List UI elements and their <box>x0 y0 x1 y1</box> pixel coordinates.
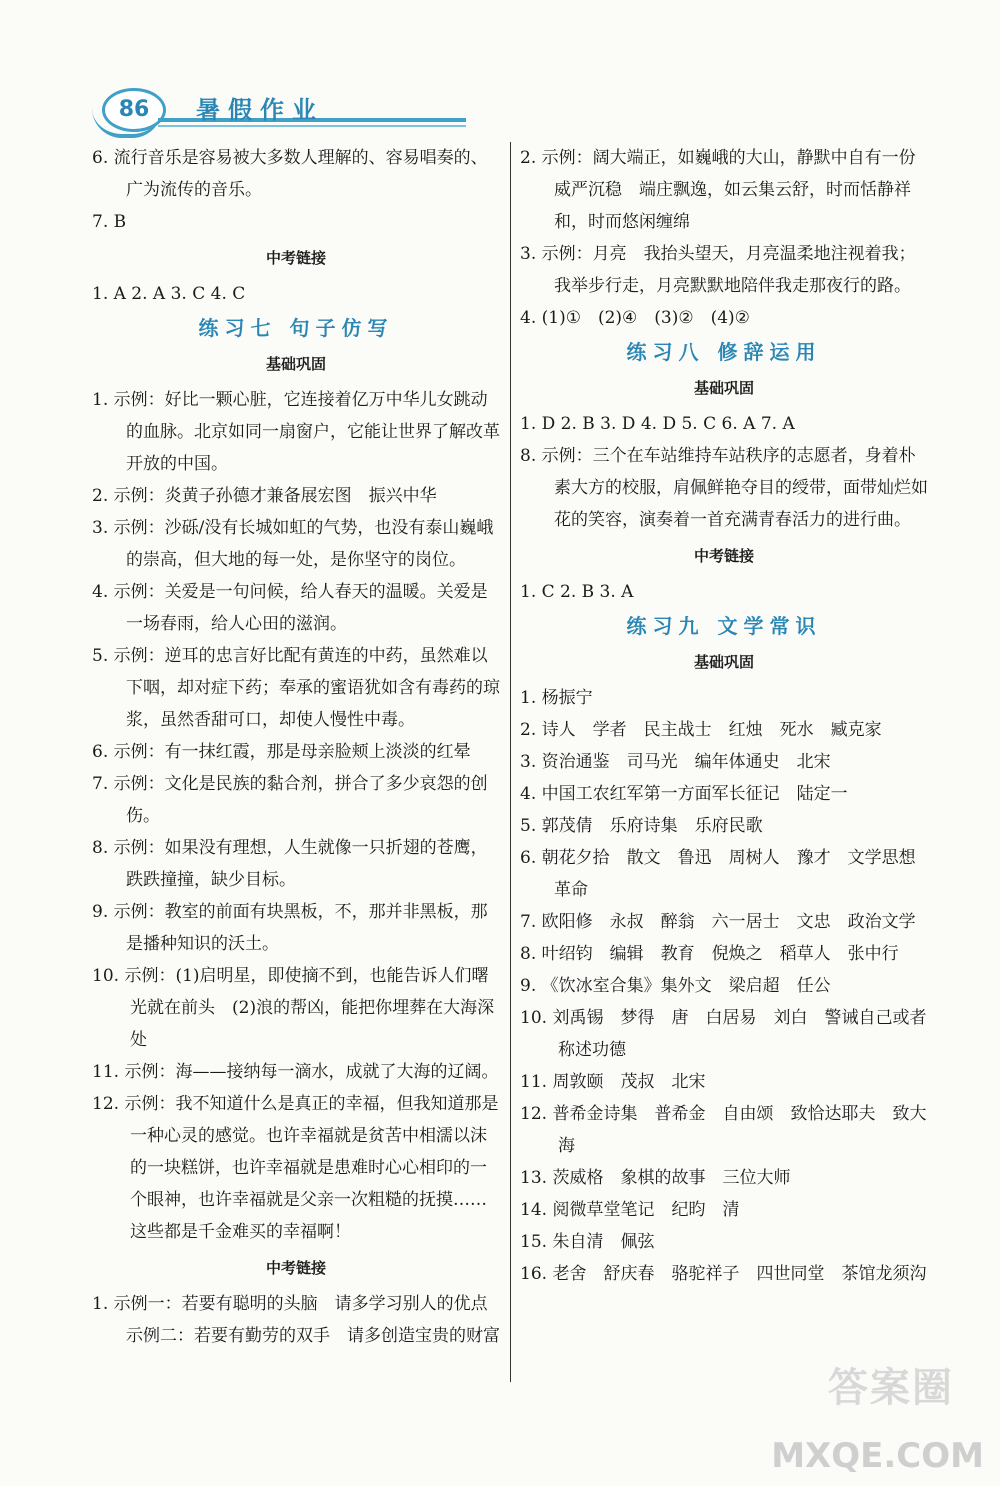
answer-item: 7. 示例：文化是民族的黏合剂，拼合了多少哀怨的创伤。 <box>92 774 488 826</box>
answer-item: 10. 刘禹锡 梦得 唐 白居易 刘白 警诫自己或者称述功德 <box>520 1008 927 1060</box>
answer-item: 9. 示例：教室的前面有块黑板，不，那并非黑板，那是播种知识的沃土。 <box>92 902 488 954</box>
answer-item: 2. 示例：阔大端正，如巍峨的大山，静默中自有一份威严沉稳 端庄飘逸，如云集云舒，时而恬静祥和，时而悠闲缠绵 <box>520 148 916 232</box>
column-divider <box>510 142 511 1382</box>
answer-item: 14. 阅微草堂笔记 纪昀 清 <box>520 1200 740 1220</box>
watermark <box>771 1356 984 1476</box>
book-title: 暑假作业 <box>196 96 324 124</box>
answer-item: 6. 示例：有一抹红霞，那是母亲脸颊上淡淡的红晕 <box>92 742 471 762</box>
answer-item: 3. 示例：月亮 我抬头望天，月亮温柔地注视着我；我举步行走，月亮默默地陪伴我走那夜行的路。 <box>520 244 916 296</box>
watermark-logo: 答案圈 <box>828 1365 954 1411</box>
answer-item: 16. 老舍 舒庆春 骆驼祥子 四世同堂 茶馆龙须沟 <box>520 1264 927 1284</box>
answer-item: 4. 示例：关爱是一句问候，给人春天的温暖。关爱是一场春雨，给人心田的滋润。 <box>92 582 488 634</box>
answer-item: 7. 欧阳修 永叔 醉翁 六一居士 文忠 政治文学 <box>520 912 916 932</box>
answer-item: 5. 郭茂倩 乐府诗集 乐府民歌 <box>520 816 763 836</box>
watermark-url: MXQE.COM <box>771 1436 984 1476</box>
answer-item: 9. 《饮冰室合集》集外文 梁启超 任公 <box>520 976 831 996</box>
subsection-heading: 中考链接 <box>265 249 326 267</box>
answer-item: 1. 杨振宁 <box>520 688 593 708</box>
left-column <box>92 142 505 1352</box>
header-line-decoration-thin <box>158 125 466 127</box>
answer-item: 1. D 2. B 3. D 4. D 5. C 6. A 7. A <box>520 414 795 434</box>
answer-item: 11. 周敦颐 茂叔 北宋 <box>520 1072 706 1092</box>
answer-item: 4. (1)① (2)④ (3)② (4)② <box>520 308 750 328</box>
section-title: 练习八 修辞运用 <box>626 340 822 364</box>
answer-item: 2. 诗人 学者 民主战士 红烛 死水 臧克家 <box>520 720 882 740</box>
subsection-heading: 基础巩固 <box>265 355 326 373</box>
answer-item: 6. 流行音乐是容易被大多数人理解的、容易唱奏的、广为流传的音乐。 <box>92 148 488 200</box>
subsection-heading: 基础巩固 <box>693 379 754 397</box>
answer-item: 8. 示例：如果没有理想，人生就像一只折翅的苍鹰，跌跌撞撞，缺少目标。 <box>92 838 488 890</box>
answer-item: 10. 示例：(1)启明星，即使摘不到，也能告诉人们曙光就在前头 (2)浪的帮凶，能把你埋葬在大海深处 <box>92 966 495 1050</box>
answer-item: 8. 示例：三个在车站维持车站秩序的志愿者，身着朴素大方的校服，肩佩鲜艳夺目的绶带，面带灿烂如花的笑容，演奏着一首充满青春活力的进行曲。 <box>520 446 928 530</box>
answer-item: 1. A 2. A 3. C 4. C <box>92 284 246 304</box>
subsection-heading: 中考链接 <box>265 1259 326 1277</box>
answer-item: 3. 资治通鉴 司马光 编年体通史 北宋 <box>520 752 831 772</box>
answer-item: 2. 示例：炎黄子孙德才兼备展宏图 振兴中华 <box>92 486 437 506</box>
right-column <box>520 142 933 1290</box>
answer-item: 6. 朝花夕拾 散文 鲁迅 周树人 豫才 文学思想 革命 <box>520 848 933 900</box>
answer-item: 11. 示例：海——接纳每一滴水，成就了大海的辽阔。 <box>92 1062 499 1082</box>
answer-item: 7. B <box>92 212 127 232</box>
section-title: 练习九 文学常识 <box>626 614 822 638</box>
answer-item: 12. 普希金诗集 普希金 自由颂 致恰达耶夫 致大海 <box>520 1104 927 1156</box>
answer-item: 4. 中国工农红军第一方面军长征记 陆定一 <box>520 784 848 804</box>
answer-item: 1. 示例：好比一颗心脏，它连接着亿万中华儿女跳动的血脉。北京如同一扇窗户，它能让世界了解改革开放的中国。 <box>92 390 500 474</box>
subsection-heading: 中考链接 <box>693 547 754 565</box>
answer-item: 13. 茨威格 象棋的故事 三位大师 <box>520 1168 791 1188</box>
answer-item: 3. 示例：沙砾/没有长城如虹的气势，也没有泰山巍峨的崇高，但大地的每一处，是你坚守的岗位。 <box>92 518 494 570</box>
answer-item: 1. C 2. B 3. A <box>520 582 634 602</box>
answer-item: 5. 示例：逆耳的忠言好比配有黄连的中药，虽然难以下咽，却对症下药；奉承的蜜语犹如含有毒药的琼浆，虽然香甜可口，却使人慢性中毒。 <box>92 646 500 730</box>
answer-item: 1. 示例一：若要有聪明的头脑 请多学习别人的优点 示例二：若要有勤劳的双手 请多创造宝贵的财富 <box>92 1294 505 1346</box>
answer-item: 12. 示例：我不知道什么是真正的幸福，但我知道那是一种心灵的感觉。也许幸福就是贫苦中相濡以沫的一块糕饼，也许幸福就是患难时心心相印的一个眼神，也许幸福就是父亲一次粗糙的抚摸……这些都是千金难买的幸福啊！ <box>92 1094 499 1242</box>
subsection-heading: 基础巩固 <box>693 653 754 671</box>
section-title: 练习七 句子仿写 <box>198 316 394 340</box>
answer-item: 15. 朱自清 佩弦 <box>520 1232 655 1252</box>
page-header <box>88 82 388 142</box>
answer-item: 8. 叶绍钧 编辑 教育 倪焕之 稻草人 张中行 <box>520 944 899 964</box>
page-number: 86 <box>102 88 166 132</box>
